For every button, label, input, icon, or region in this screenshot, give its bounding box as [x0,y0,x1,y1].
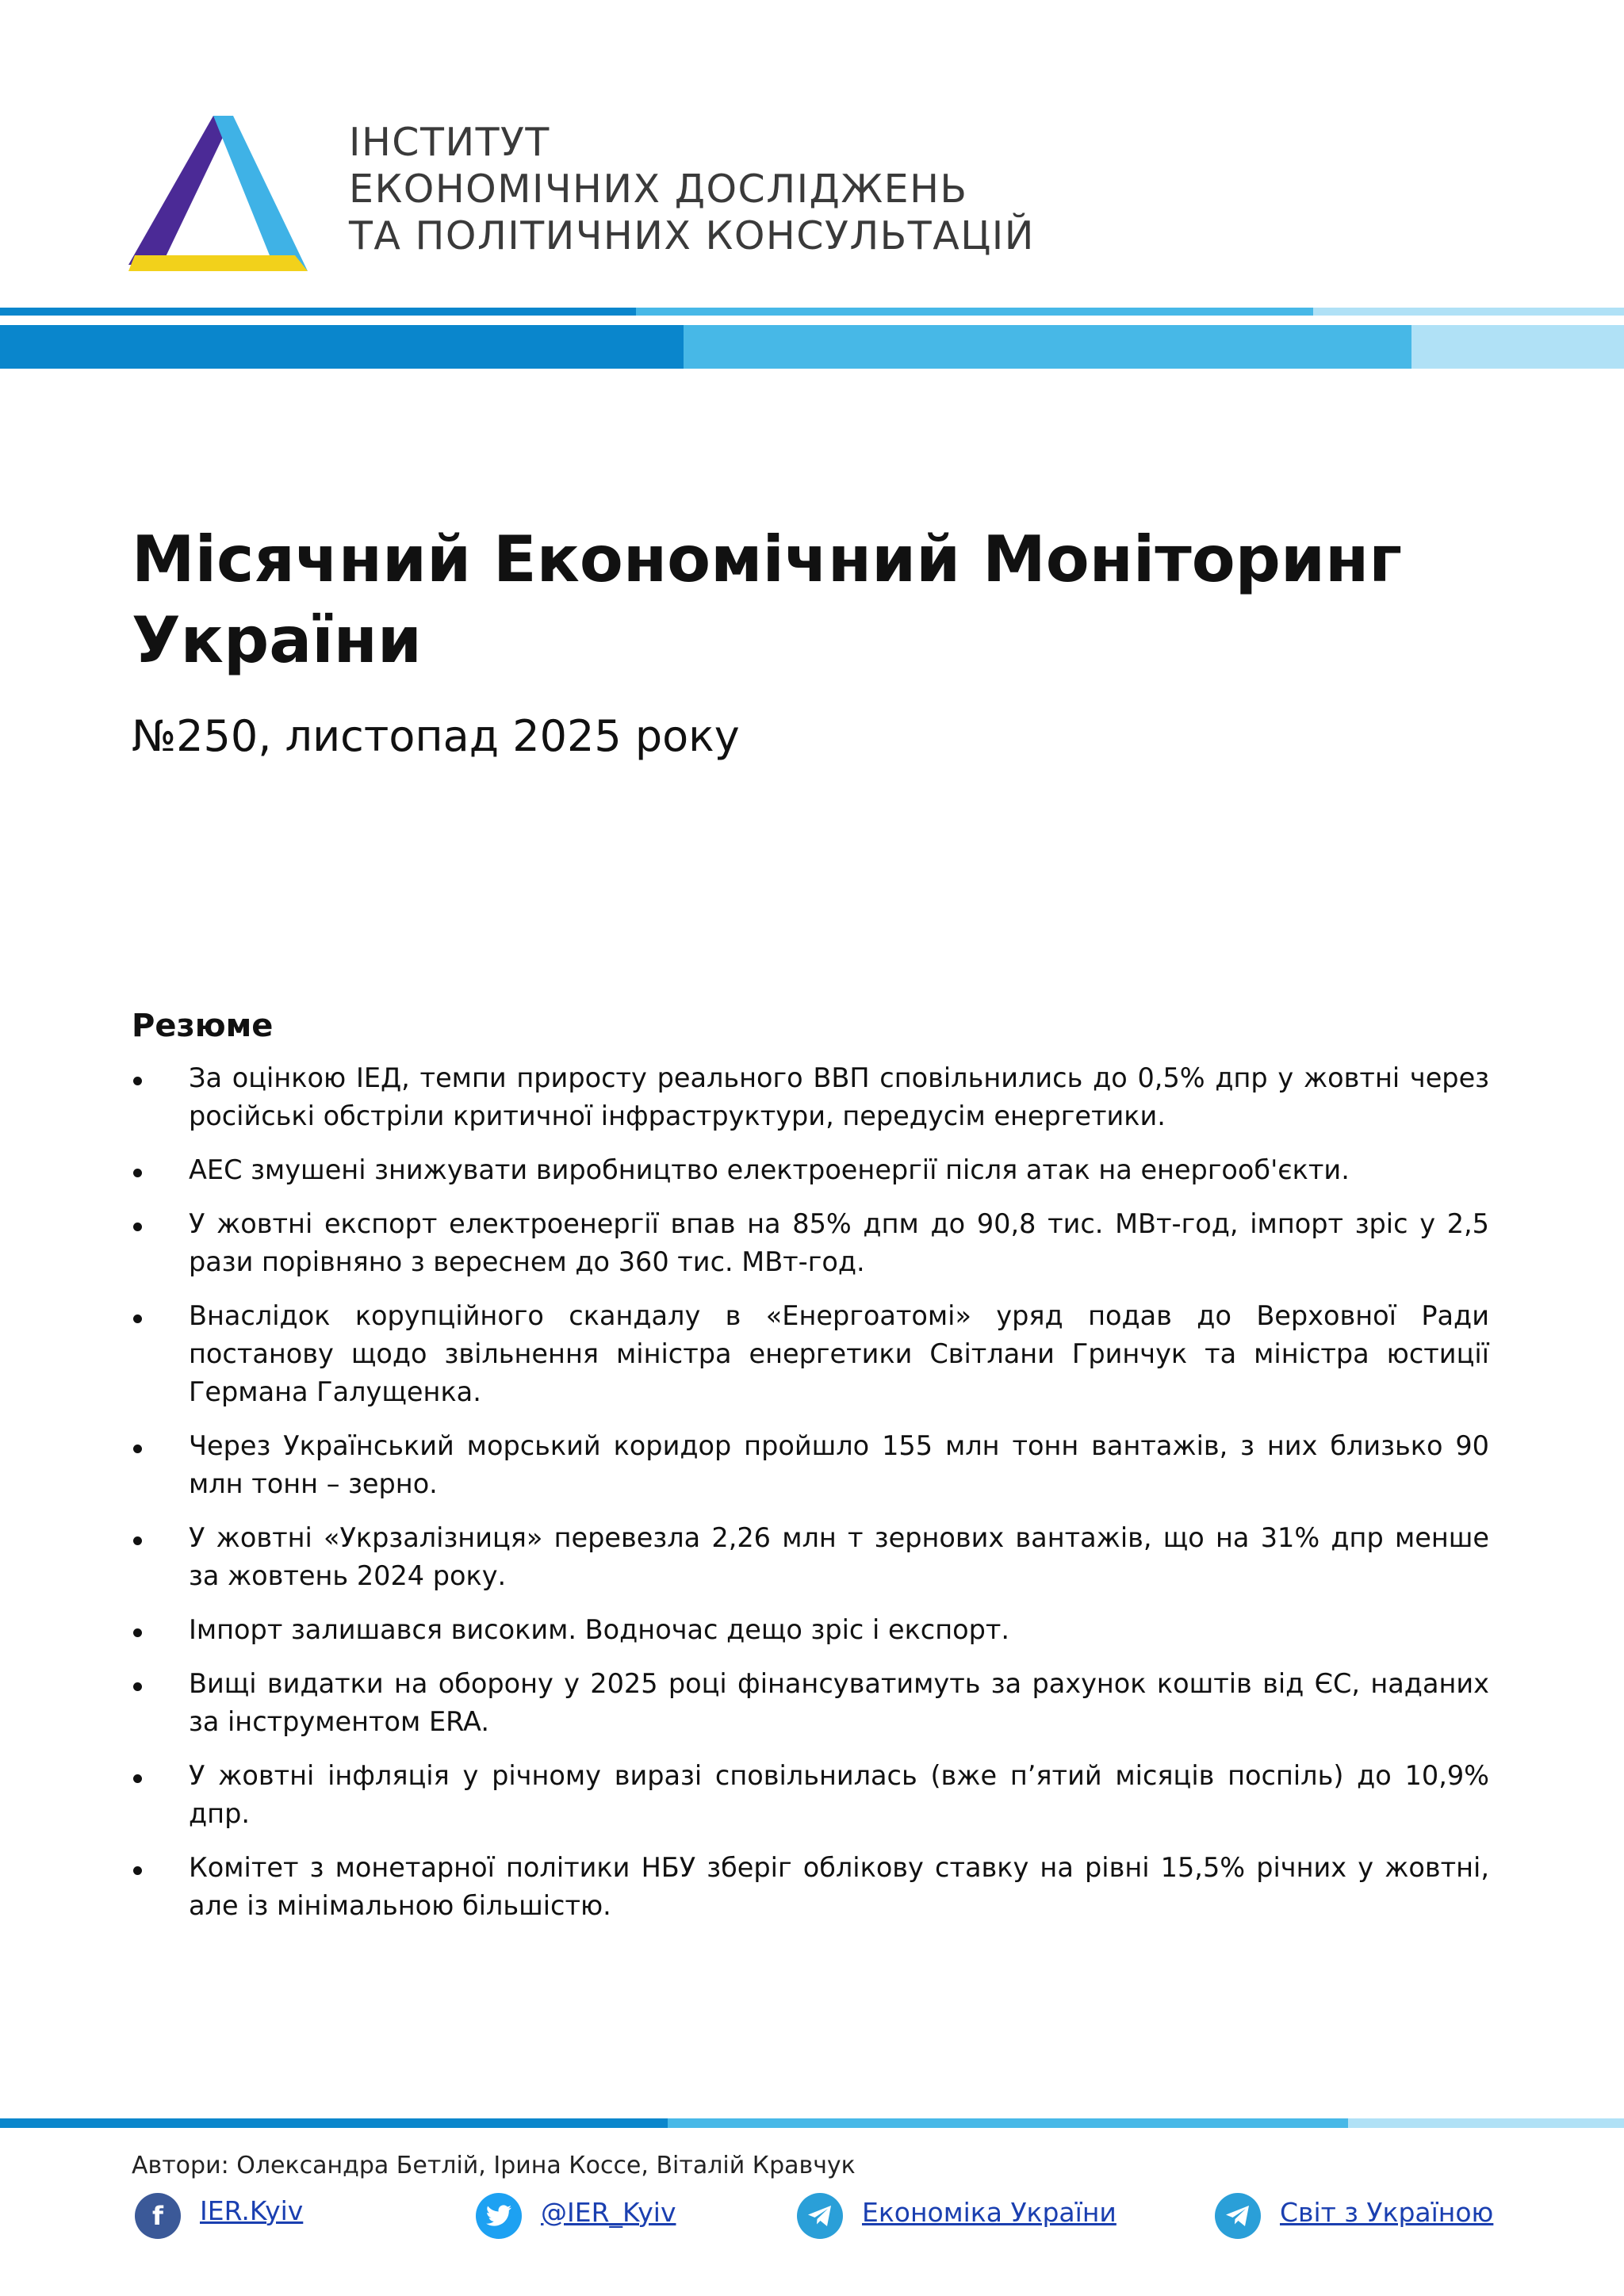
facebook-link[interactable]: IER.Kyiv [200,2195,304,2226]
telegram-icon [797,2193,843,2239]
summary-item: У жовтні інфляція у річному виразі сповільнилась (вже п’ятий місяців поспіль) до 10,9% дпр. [132,1757,1489,1833]
summary-item: У жовтні експорт електроенергії впав на 85% дпм до 90,8 тис. МВт-год, імпорт зріс у 2,5 рази порівняно з вереснем до 360 тис. МВт-год. [132,1205,1489,1281]
org-name-line-3: ТА ПОЛІТИЧНИХ КОНСУЛЬТАЦІЙ [349,213,1035,258]
svg-text:f: f [152,2202,163,2229]
bullet-icon [133,1682,142,1691]
bullet-icon [133,1077,142,1085]
summary-item: Через Український морський коридор пройшло 155 млн тонн вантажів, з них близько 90 млн тонн – зерно. [132,1427,1489,1503]
organization-name [349,119,1035,259]
social-telegram-economy[interactable] [797,2188,1116,2244]
bullet-icon [133,1445,142,1453]
logo-yellow-base [128,255,308,271]
twitter-icon [476,2193,522,2239]
social-telegram-world[interactable] [1215,2188,1493,2244]
telegram-icon [1215,2193,1261,2239]
org-name-line-1: ІНСТИТУТ [349,120,550,165]
report-issue: №250, листопад 2025 року [132,711,740,761]
report-title: Місячний Економічний Моніторинг України [132,522,1403,677]
summary-item: За оцінкою ІЕД, темпи приросту реального ВВП сповільнились до 0,5% дпр у жовтні через російські обстріли критичної інфраструктури, передусім енергетики. [132,1059,1489,1135]
footer-stripe [0,2118,1624,2128]
summary-item: Внаслідок корупційного скандалу в «Енергоатомі» уряд подав до Верховної Ради постанову щодо звільнення міністра енергетики Світлани Гринчук та міністра юстиції Германа Галущенка. [132,1297,1489,1411]
org-name-line-2: ЕКОНОМІЧНИХ ДОСЛІДЖЕНЬ [349,166,968,212]
social-facebook[interactable] [135,2188,303,2244]
bullet-icon [133,1223,142,1231]
telegram-economy-link[interactable]: Економіка України [862,2196,1116,2228]
summary-item: У жовтні «Укрзалізниця» перевезла 2,26 млн т зернових вантажів, що на 31% дпр менше за жовтень 2024 року. [132,1519,1489,1595]
social-twitter[interactable] [476,2188,676,2244]
header-stripe-thin [0,308,1624,316]
summary-item: АЕС змушені знижувати виробництво електроенергії після атак на енергооб'єкти. [132,1151,1489,1189]
twitter-link[interactable]: @IER_Kyiv [541,2196,676,2228]
bullet-icon [133,1536,142,1545]
summary-item: Комітет з монетарної політики НБУ зберіг облікову ставку на рівні 15,5% річних у жовтні, але із мінімальною більшістю. [132,1849,1489,1925]
bullet-icon [133,1628,142,1637]
bullet-icon [133,1314,142,1323]
institute-logo [128,116,308,271]
summary-item: Імпорт залишався високим. Водночас дещо зріс і експорт. [132,1611,1489,1649]
facebook-icon [135,2193,181,2239]
summary-heading: Резюме [132,1008,274,1044]
header-stripe-thick [0,325,1624,369]
bullet-icon [133,1774,142,1783]
bullet-icon [133,1866,142,1875]
summary-item: Вищі видатки на оборону у 2025 році фінансуватимуть за рахунок коштів від ЄС, наданих за інструментом ERA. [132,1665,1489,1741]
bullet-icon [133,1169,142,1177]
authors-line: Автори: Олександра Бетлій, Ірина Коссе, Віталій Кравчук [132,2152,856,2179]
summary-list [132,1059,1489,1941]
telegram-world-link[interactable]: Світ з Україною [1280,2196,1494,2228]
